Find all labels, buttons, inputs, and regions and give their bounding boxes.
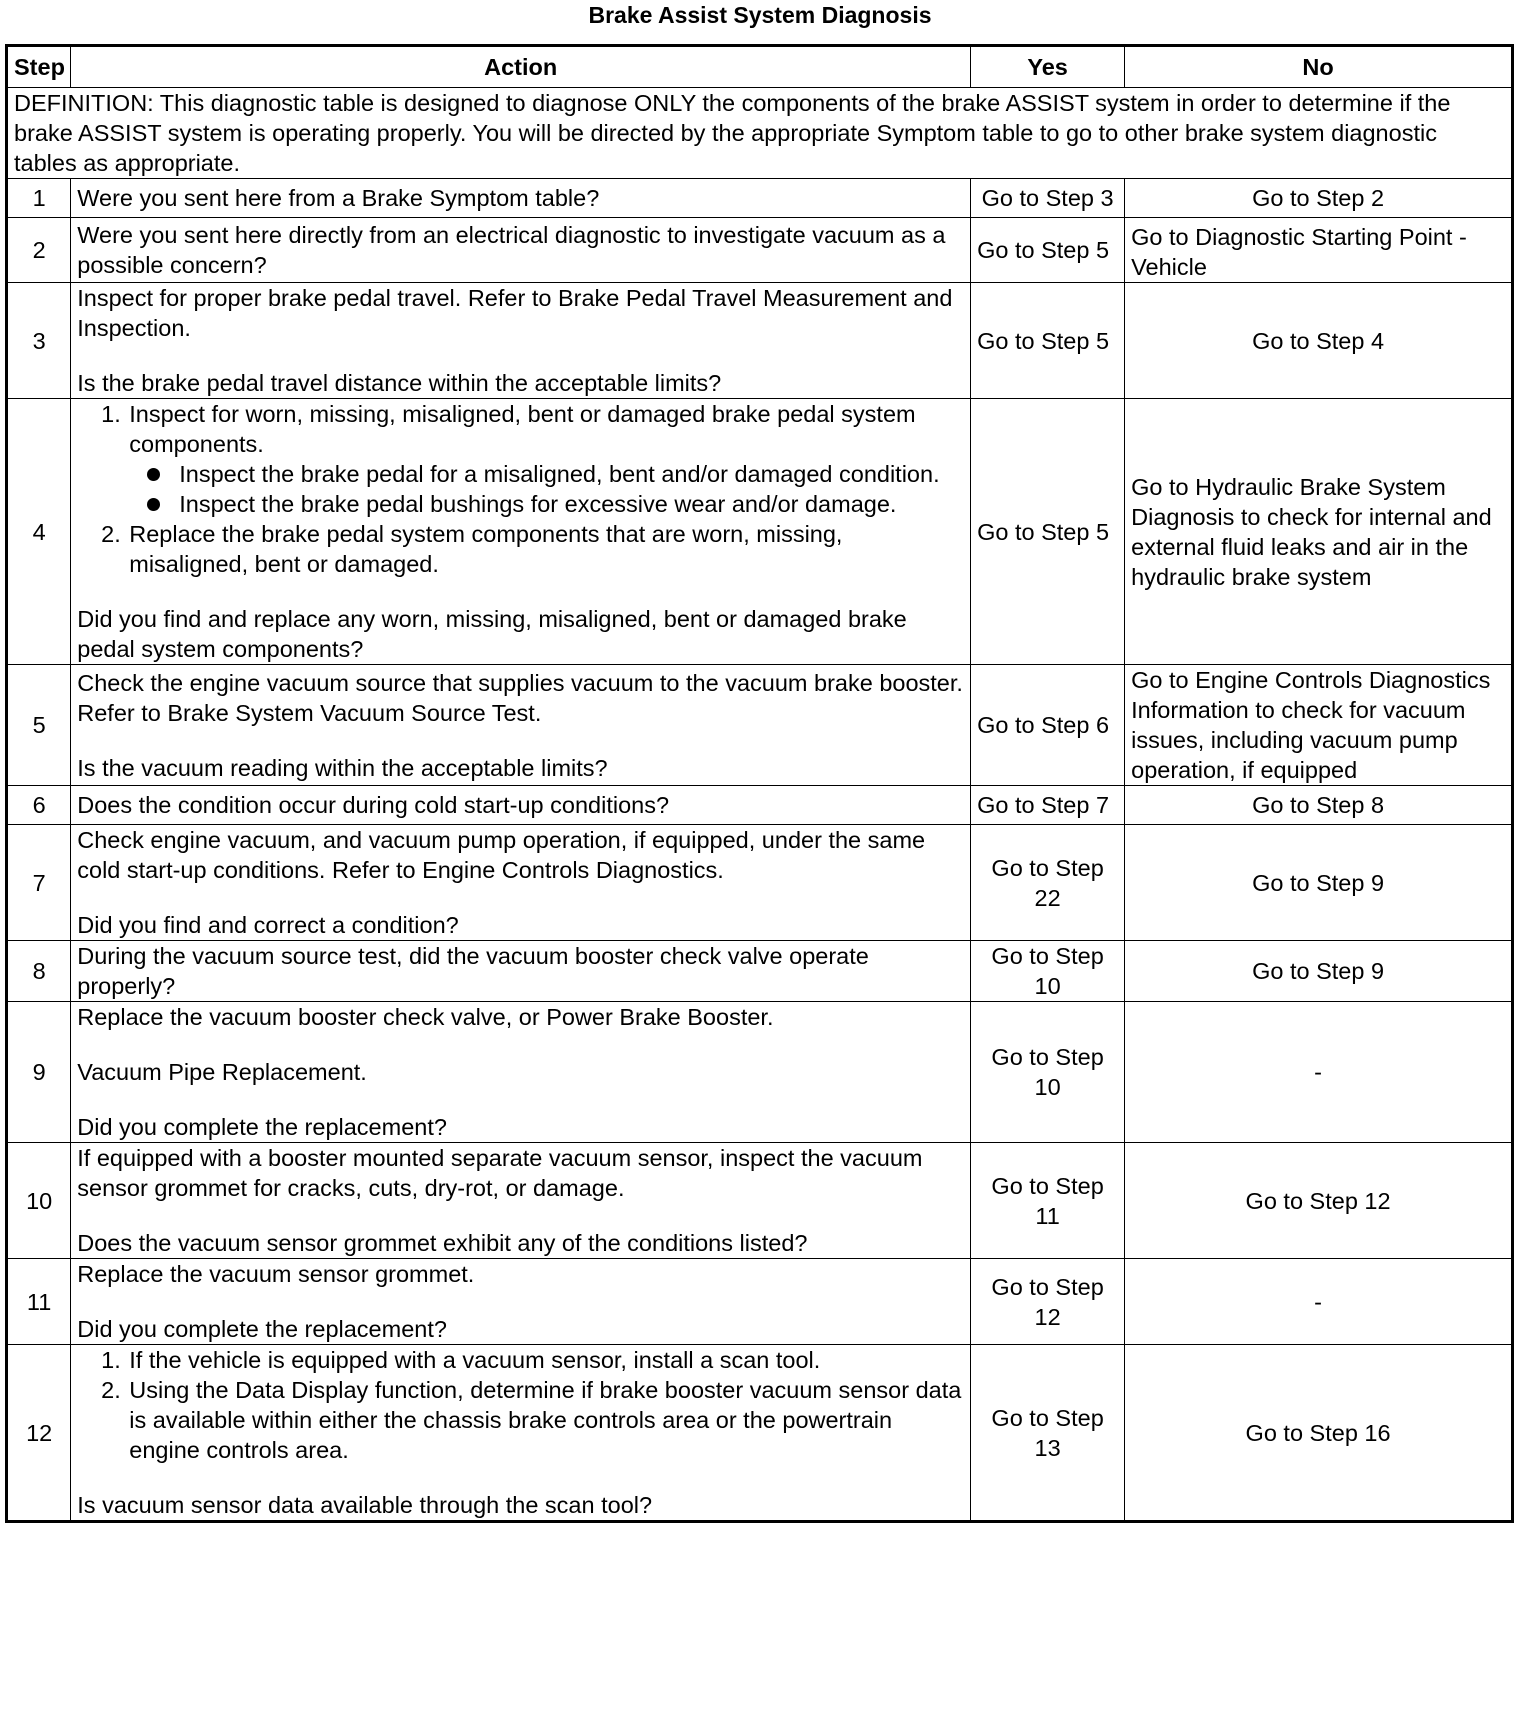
list-item: Inspect the brake pedal bushings for excessive wear and/or damage. bbox=[179, 489, 964, 519]
no-cell: Go to Step 4 bbox=[1125, 283, 1513, 399]
header-action: Action bbox=[71, 46, 971, 88]
step-number: 9 bbox=[7, 1002, 71, 1143]
no-cell: Go to Engine Controls Diagnostics Information to check for vacuum issues, including vacuum pump operation, if equipped bbox=[1125, 665, 1513, 786]
header-yes: Yes bbox=[971, 46, 1125, 88]
diagnosis-table bbox=[5, 44, 1514, 1523]
table-row bbox=[7, 825, 1513, 941]
list-item: 2. Using the Data Display function, determine if brake booster vacuum sensor data is available within either the chassis brake controls area or the powertrain engine controls area. bbox=[127, 1375, 964, 1465]
list-item: Inspect the brake pedal for a misaligned, bent and/or damaged condition. bbox=[179, 459, 964, 489]
table-row bbox=[7, 1345, 1513, 1522]
step-number: 11 bbox=[7, 1259, 71, 1345]
no-cell: Go to Diagnostic Starting Point - Vehicle bbox=[1125, 218, 1513, 283]
action-cell: Were you sent here directly from an electrical diagnostic to investigate vacuum as a possible concern? bbox=[71, 218, 971, 283]
header-no: No bbox=[1125, 46, 1513, 88]
action-text: Check the engine vacuum source that supplies vacuum to the vacuum brake booster. Refer to Brake System Vacuum Source Test. bbox=[77, 669, 963, 726]
action-question: Did you find and replace any worn, missing, misaligned, bent or damaged brake pedal system components? bbox=[77, 606, 907, 662]
step-number: 2 bbox=[7, 218, 71, 283]
action-text: Check engine vacuum, and vacuum pump operation, if equipped, under the same cold start-up conditions. Refer to Engine Controls Diagnostics. bbox=[77, 827, 926, 883]
action-cell bbox=[71, 1143, 971, 1259]
table-row bbox=[7, 786, 1513, 825]
document-title: Brake Assist System Diagnosis bbox=[588, 2, 932, 28]
no-cell: Go to Step 8 bbox=[1125, 786, 1513, 825]
yes-cell: Go to Step 5 bbox=[971, 218, 1125, 283]
action-question: Did you find and correct a condition? bbox=[77, 912, 459, 938]
header-step: Step bbox=[7, 46, 71, 88]
action-text: Replace the vacuum booster check valve, or Power Brake Booster. bbox=[77, 1004, 774, 1030]
action-question: Is vacuum sensor data available through the scan tool? bbox=[77, 1492, 653, 1518]
table-row bbox=[7, 665, 1513, 786]
yes-cell: Go to Step 6 bbox=[971, 665, 1125, 786]
action-text: Inspect for proper brake pedal travel. Refer to Brake Pedal Travel Measurement and Inspection. bbox=[77, 285, 953, 341]
yes-cell: Go to Step 5 bbox=[971, 399, 1125, 665]
no-cell: - bbox=[1125, 1002, 1513, 1143]
definition-text: DEFINITION: This diagnostic table is designed to diagnose ONLY the components of the brake ASSIST system in order to determine if the brake ASSIST system is operating properly. You will be directed by the appropriate Symptom table to go to other brake system diagnostic tables as appropriate. bbox=[7, 88, 1513, 179]
step-number: 4 bbox=[7, 399, 71, 665]
step-number: 7 bbox=[7, 825, 71, 941]
step-number: 1 bbox=[7, 179, 71, 218]
action-question: Did you complete the replacement? bbox=[77, 1114, 447, 1140]
no-cell: Go to Hydraulic Brake System Diagnosis to check for internal and external fluid leaks and air in the hydraulic brake system bbox=[1125, 399, 1513, 665]
action-cell: During the vacuum source test, did the vacuum booster check valve operate properly? bbox=[71, 941, 971, 1002]
no-cell: - bbox=[1125, 1259, 1513, 1345]
numbered-list bbox=[77, 399, 964, 579]
bullet-list bbox=[129, 459, 964, 519]
step-number: 10 bbox=[7, 1143, 71, 1259]
action-question: Did you complete the replacement? bbox=[77, 1316, 447, 1342]
no-cell: Go to Step 9 bbox=[1125, 941, 1513, 1002]
list-item: 1. If the vehicle is equipped with a vacuum sensor, install a scan tool. bbox=[127, 1345, 964, 1375]
step-number: 6 bbox=[7, 786, 71, 825]
action-text-2: Vacuum Pipe Replacement. bbox=[77, 1059, 367, 1085]
step-number: 12 bbox=[7, 1345, 71, 1522]
action-cell bbox=[71, 399, 971, 665]
table-row bbox=[7, 283, 1513, 399]
yes-cell: Go to Step 3 bbox=[971, 179, 1125, 218]
action-cell bbox=[71, 1002, 971, 1143]
list-item: 2. Replace the brake pedal system components that are worn, missing, misaligned, bent or damaged. bbox=[127, 519, 964, 579]
bullet-icon bbox=[147, 468, 160, 481]
yes-cell: Go to Step 5 bbox=[971, 283, 1125, 399]
action-cell bbox=[71, 1345, 971, 1522]
no-cell: Go to Step 2 bbox=[1125, 179, 1513, 218]
action-text: Replace the vacuum sensor grommet. bbox=[77, 1261, 475, 1287]
yes-cell: Go to Step 22 bbox=[971, 825, 1125, 941]
yes-cell: Go to Step 10 bbox=[971, 941, 1125, 1002]
table-row bbox=[7, 399, 1513, 665]
definition-row bbox=[7, 88, 1513, 179]
table-row bbox=[7, 1259, 1513, 1345]
table-row bbox=[7, 179, 1513, 218]
action-cell: Were you sent here from a Brake Symptom table? bbox=[71, 179, 971, 218]
table-row bbox=[7, 1002, 1513, 1143]
header-row bbox=[7, 46, 1513, 88]
step-number: 8 bbox=[7, 941, 71, 1002]
action-question: Does the vacuum sensor grommet exhibit any of the conditions listed? bbox=[77, 1230, 808, 1256]
no-cell: Go to Step 16 bbox=[1125, 1345, 1513, 1522]
action-cell: Does the condition occur during cold start-up conditions? bbox=[71, 786, 971, 825]
no-cell: Go to Step 12 bbox=[1125, 1143, 1513, 1259]
bullet-icon bbox=[147, 498, 160, 511]
numbered-list bbox=[77, 1345, 964, 1465]
action-cell bbox=[71, 665, 971, 786]
yes-cell: Go to Step 13 bbox=[971, 1345, 1125, 1522]
action-cell bbox=[71, 825, 971, 941]
step-number: 5 bbox=[7, 665, 71, 786]
action-question: Is the brake pedal travel distance within the acceptable limits? bbox=[77, 370, 722, 396]
action-cell bbox=[71, 283, 971, 399]
yes-cell: Go to Step 12 bbox=[971, 1259, 1125, 1345]
action-question: Is the vacuum reading within the acceptable limits? bbox=[77, 754, 608, 781]
step-number: 3 bbox=[7, 283, 71, 399]
action-text: If equipped with a booster mounted separate vacuum sensor, inspect the vacuum sensor grommet for cracks, cuts, dry-rot, or damage. bbox=[77, 1145, 923, 1201]
list-item: 1. Inspect for worn, missing, misaligned, bent or damaged brake pedal system components. Inspect the brake pedal for a misaligned, bent and/or damaged condition. Inspect the brake pedal bushings for excessive wear and/or damage. bbox=[127, 399, 964, 519]
table-row bbox=[7, 218, 1513, 283]
action-cell bbox=[71, 1259, 971, 1345]
no-cell: Go to Step 9 bbox=[1125, 825, 1513, 941]
yes-cell: Go to Step 10 bbox=[971, 1002, 1125, 1143]
yes-cell: Go to Step 7 bbox=[971, 786, 1125, 825]
yes-cell: Go to Step 11 bbox=[971, 1143, 1125, 1259]
table-row bbox=[7, 1143, 1513, 1259]
table-row bbox=[7, 941, 1513, 1002]
